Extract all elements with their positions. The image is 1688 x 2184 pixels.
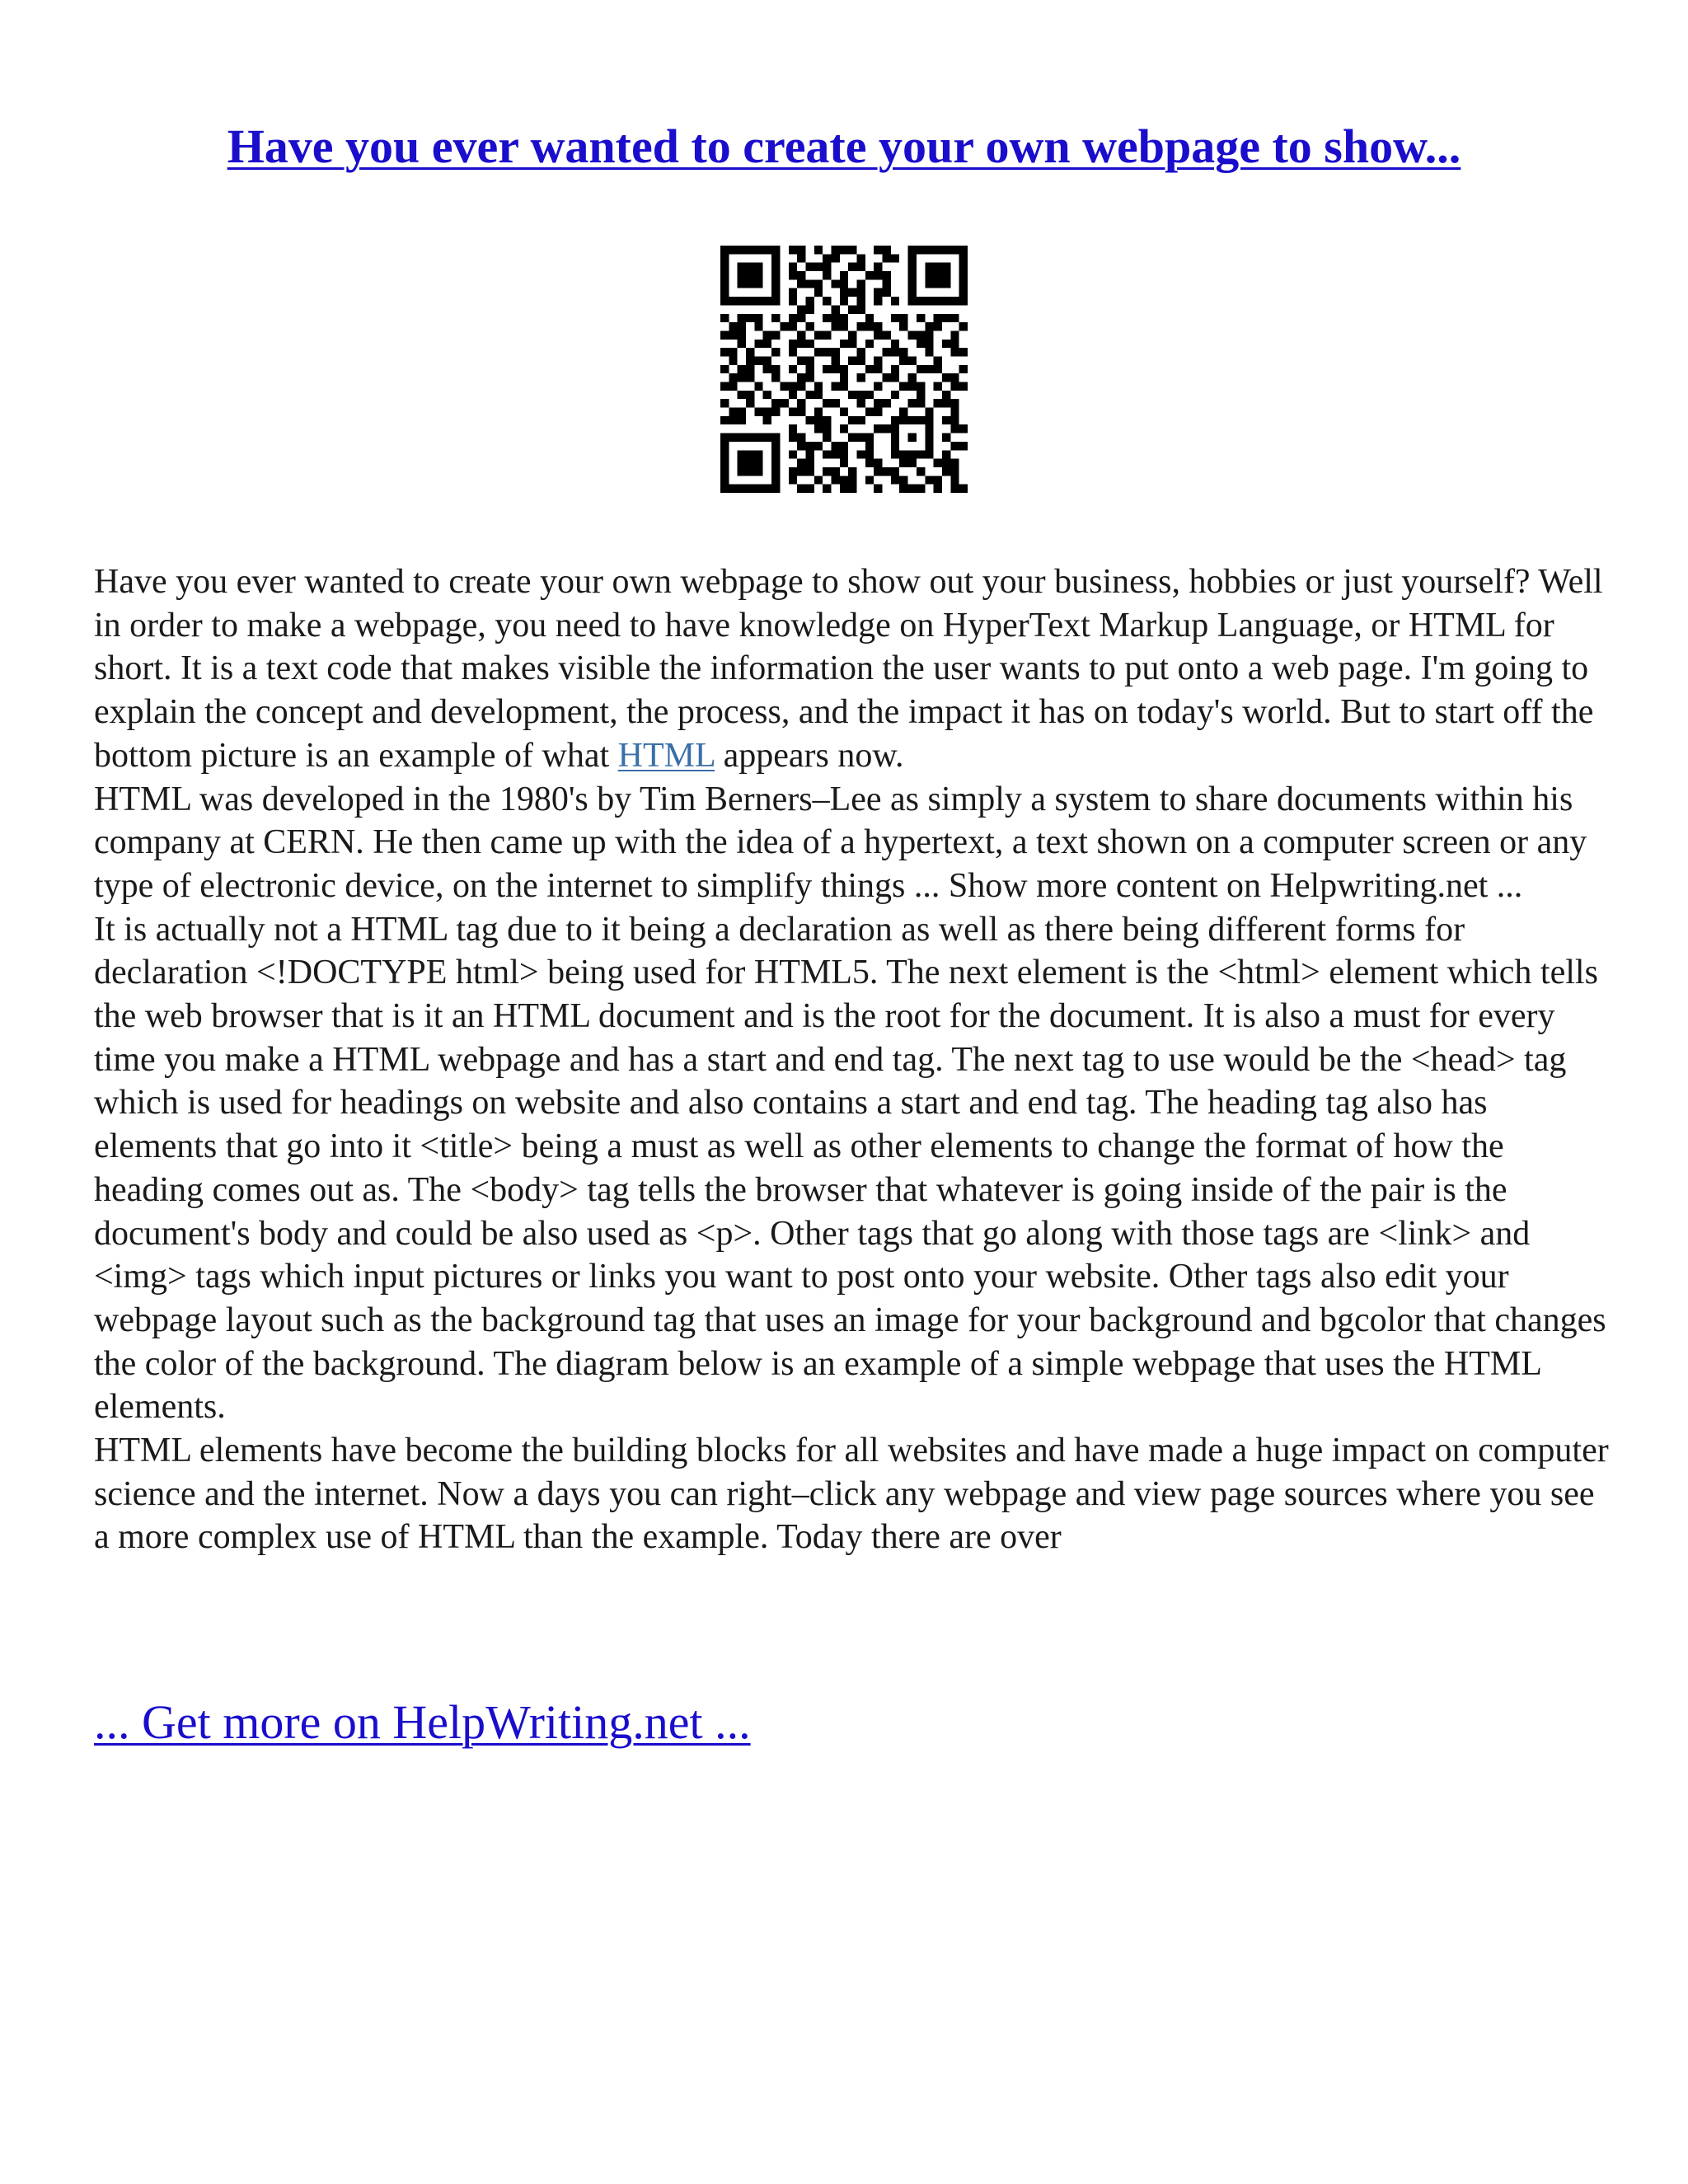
paragraph-tags: It is actually not a HTML tag due to it being a declaration as well as there being different forms for declaration <!DOCTYPE html> being used for HTML5. The next element is the <html> element which tells the web browser that is it an HTML document and is the root for the document. It is also a must for every time you make a HTML webpage and has a start and end tag. The next tag to use would be the <head> tag which is used for headings on website and also contains a start and end tag. The heading tag also has elements that go into it <title> being a must as well as other elements to change the format of how the heading comes out as. The <body> tag tells the browser that whatever is going inside of the pair is the document's body and could be also used as <p>. Other tags that go along with those tags are <link> and <img> tags which input pictures or links you want to post onto your website. Other tags also edit your webpage layout such as the background tag that uses an image for your background and bgcolor that changes the color of the background. The diagram below is an example of a simple webpage that uses the HTML elements. bbox=[94, 910, 1606, 1427]
qr-code bbox=[720, 246, 968, 493]
paragraph-intro bbox=[94, 560, 1611, 778]
qr-code-icon bbox=[720, 246, 968, 493]
paragraph-impact: HTML elements have become the building blocks for all websites and have made a huge impact on computer science and the internet. Now a days you can right–click any webpage and view page sources where you see a more complex use of HTML than the example. Today there are over bbox=[94, 1432, 1609, 1557]
get-more-container bbox=[94, 1690, 751, 1755]
paragraph-intro-tail: appears now. bbox=[715, 736, 904, 775]
article-body bbox=[94, 560, 1611, 1559]
paragraph-history: HTML was developed in the 1980's by Tim Berners–Lee as simply a system to share documents within his company at CERN. He then came up with the idea of a hypertext, a text shown on a computer screen or any type of electronic device, on the internet to simplify things ... Show more content on Helpwriting.net ... bbox=[94, 780, 1587, 905]
get-more-link[interactable]: ... Get more on HelpWriting.net ... bbox=[94, 1695, 751, 1749]
title-link[interactable]: Have you ever wanted to create your own webpage to show... bbox=[227, 120, 1461, 173]
paragraph-intro-text: Have you ever wanted to create your own webpage to show out your business, hobbies or just yourself? Well in order to make a webpage, you need to have knowledge on HyperText Markup Language, or HTML for short. It is a text code that makes visible the information the user wants to put onto a web page. I'm going to explain the concept and development, the process, and the impact it has on today's world. But to start off the bottom picture is an example of what bbox=[94, 563, 1603, 775]
page-title bbox=[0, 114, 1688, 180]
html-inline-link[interactable]: HTML bbox=[617, 736, 715, 775]
